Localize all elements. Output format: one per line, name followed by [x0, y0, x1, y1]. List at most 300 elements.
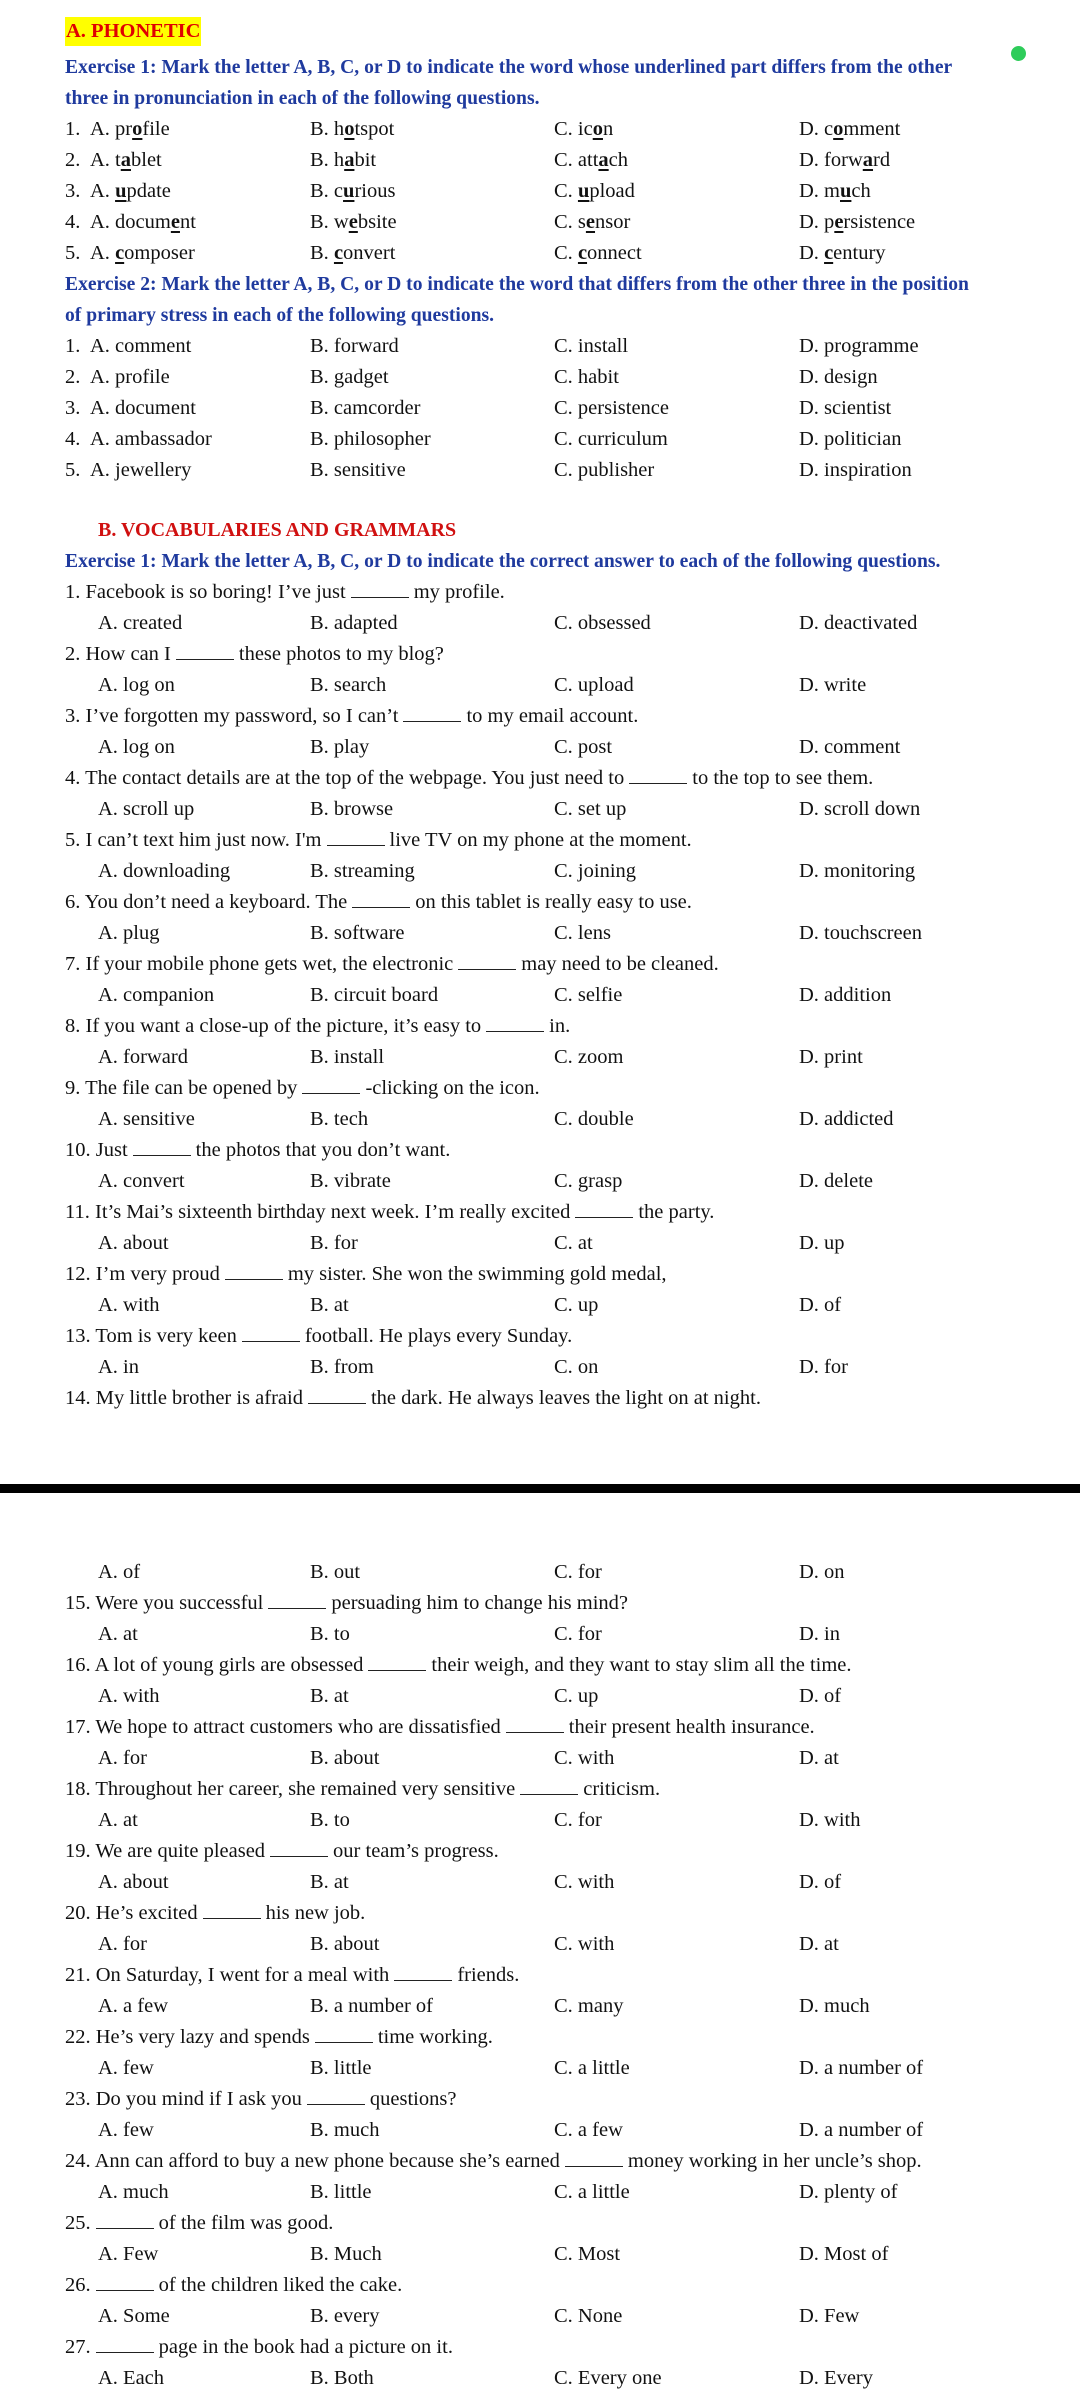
option-row: [0, 2301, 1080, 2332]
answer-option-d[interactable]: D. touchscreen: [799, 922, 922, 944]
answer-option-d[interactable]: D. politician: [799, 428, 902, 450]
option-row: [0, 732, 1080, 763]
answer-blank: [368, 1650, 426, 1671]
question-text: 2. How can I: [65, 643, 171, 665]
answer-option-c[interactable]: C. obsessed: [554, 612, 651, 634]
answer-option-b[interactable]: B. from: [310, 1356, 374, 1378]
answer-option-b[interactable]: B. camcorder: [310, 397, 421, 419]
underlined-letter: o: [344, 118, 355, 140]
underlined-letter: c: [333, 242, 344, 264]
option-row: [0, 2177, 1080, 2208]
question-text: their weigh, and they want to stay slim all the time.: [431, 1654, 852, 1676]
answer-option-b[interactable]: B. at: [310, 1685, 349, 1707]
answer-option-b[interactable]: B. tech: [310, 1108, 369, 1130]
answer-option-b[interactable]: B. about: [310, 1747, 380, 1769]
underlined-letter: e: [834, 211, 844, 233]
answer-option-b[interactable]: B. play: [310, 736, 370, 758]
answer-blank: [327, 825, 385, 846]
answer-option-d[interactable]: D. at: [799, 1933, 839, 1955]
option-row: [0, 1991, 1080, 2022]
underlined-letter: a: [598, 149, 609, 171]
question-stem: [0, 2146, 1080, 2177]
answer-option-a[interactable]: A. much: [98, 2181, 169, 2203]
answer-option-d[interactable]: D. at: [799, 1747, 839, 1769]
answer-option-c[interactable]: C. None: [554, 2305, 623, 2327]
answer-option-a[interactable]: A. jewellery: [90, 459, 192, 481]
underlined-letter: u: [115, 180, 127, 202]
answer-option-c[interactable]: C. with: [554, 1747, 615, 1769]
question-stem: [0, 1898, 1080, 1929]
question-stem: [0, 1836, 1080, 1867]
question-stem: [0, 887, 1080, 918]
answer-option-b[interactable]: B. much: [310, 2119, 380, 2141]
answer-option-c[interactable]: C. habit: [554, 366, 619, 388]
option-row: [0, 2363, 1080, 2394]
question-text: 1. Facebook is so boring! I’ve just: [65, 581, 346, 603]
answer-option-d[interactable]: D. print: [799, 1046, 863, 1068]
question-text: may need to be cleaned.: [521, 953, 719, 975]
answer-option-a[interactable]: A. composer: [90, 242, 195, 264]
answer-option-d[interactable]: D. much: [799, 180, 871, 202]
answer-option-c[interactable]: C. publisher: [554, 459, 655, 481]
part-a-phonetic: [0, 16, 1080, 486]
answer-option-d[interactable]: D. plenty of: [799, 2181, 898, 2203]
question-stem: [0, 1197, 1080, 1228]
answer-option-b[interactable]: B. software: [310, 922, 405, 944]
answer-option-d[interactable]: D. persistence: [799, 211, 916, 233]
question-stem: [0, 1960, 1080, 1991]
option-row: [0, 362, 1080, 393]
answer-option-d[interactable]: D. a number of: [799, 2057, 924, 2079]
answer-option-a[interactable]: A. few: [98, 2119, 154, 2141]
option-row: [0, 608, 1080, 639]
option-row: [0, 393, 1080, 424]
option-row: [0, 1681, 1080, 1712]
answer-blank: [242, 1321, 300, 1342]
answer-option-a[interactable]: A. Each: [98, 2367, 165, 2389]
part-b-page1: [0, 515, 1080, 1414]
question-stem: [0, 1712, 1080, 1743]
answer-option-c[interactable]: C. persistence: [554, 397, 669, 419]
answer-option-b[interactable]: B. circuit board: [310, 984, 439, 1006]
answer-option-d[interactable]: D. programme: [799, 335, 919, 357]
exercise-heading: three in pronunciation in each of the following questions.: [65, 88, 540, 109]
answer-option-b[interactable]: B. convert: [310, 242, 396, 264]
option-row: [0, 1743, 1080, 1774]
option-row: [0, 1805, 1080, 1836]
answer-option-b[interactable]: B. forward: [310, 335, 399, 357]
answer-option-d[interactable]: D. scientist: [799, 397, 892, 419]
answer-option-a[interactable]: A. convert: [98, 1170, 185, 1192]
question-text: live TV on my phone at the moment.: [389, 829, 692, 851]
answer-option-c[interactable]: C. on: [554, 1356, 599, 1378]
question-number: 5.: [65, 459, 81, 481]
question-text: 23. Do you mind if I ask you: [65, 2088, 302, 2110]
answer-option-b[interactable]: B. search: [310, 674, 387, 696]
answer-option-c[interactable]: C. for: [554, 1561, 602, 1583]
answer-option-d[interactable]: D. forward: [799, 149, 891, 171]
exercise-heading: Exercise 2: Mark the letter A, B, C, or D to indicate the word that differs from the other three in the position: [65, 274, 969, 295]
question-number: 3.: [65, 180, 81, 202]
question-text: 10. Just: [65, 1139, 128, 1161]
question-stem: [0, 1259, 1080, 1290]
question-text: my profile.: [413, 581, 505, 603]
question-text: our team’s progress.: [333, 1840, 499, 1862]
underlined-letter: u: [343, 180, 355, 202]
answer-option-c[interactable]: C. double: [554, 1108, 634, 1130]
question-stem: [0, 1774, 1080, 1805]
answer-option-c[interactable]: C. for: [554, 1623, 602, 1645]
answer-option-d[interactable]: D. deactivated: [799, 612, 918, 634]
question-number: 5.: [65, 242, 81, 264]
answer-blank: [270, 1836, 328, 1857]
section-title: B. VOCABULARIES AND GRAMMARS: [98, 519, 457, 541]
answer-option-c[interactable]: C. a little: [554, 2057, 630, 2079]
answer-option-a[interactable]: A. Some: [98, 2305, 170, 2327]
option-row: [0, 145, 1080, 176]
option-row: [0, 2239, 1080, 2270]
question-stem: [0, 2332, 1080, 2363]
answer-option-c[interactable]: C. post: [554, 736, 613, 758]
answer-option-b[interactable]: B. a number of: [310, 1995, 433, 2017]
option-row: [0, 2053, 1080, 2084]
option-row: [0, 1929, 1080, 1960]
answer-blank: [394, 1960, 452, 1981]
answer-option-a[interactable]: A. document: [90, 211, 196, 233]
answer-option-d[interactable]: D. of: [799, 1685, 842, 1707]
question-text: 27.: [65, 2336, 91, 2358]
answer-blank: [96, 2208, 154, 2229]
answer-option-d[interactable]: D. inspiration: [799, 459, 912, 481]
answer-option-a[interactable]: A. of: [98, 1561, 141, 1583]
option-row: [0, 1104, 1080, 1135]
answer-option-a[interactable]: A. log on: [98, 674, 175, 696]
answer-option-c[interactable]: C. joining: [554, 860, 637, 882]
answer-option-d[interactable]: D. of: [799, 1871, 842, 1893]
answer-option-a[interactable]: A. log on: [98, 736, 175, 758]
question-text: 21. On Saturday, I went for a meal with: [65, 1964, 390, 1986]
answer-option-d[interactable]: D. with: [799, 1809, 861, 1831]
option-row: [0, 856, 1080, 887]
answer-option-b[interactable]: B. to: [310, 1809, 350, 1831]
answer-option-d[interactable]: D. Every: [799, 2367, 874, 2389]
question-number: 1.: [65, 118, 81, 140]
answer-option-d[interactable]: D. in: [799, 1623, 840, 1645]
question-text: 20. He’s excited: [65, 1902, 198, 1924]
question-text: football. He plays every Sunday.: [304, 1325, 573, 1347]
answer-option-c[interactable]: C. up: [554, 1685, 599, 1707]
answer-option-d[interactable]: D. of: [799, 1294, 842, 1316]
answer-option-b[interactable]: B. at: [310, 1871, 349, 1893]
option-row: [0, 424, 1080, 455]
answer-option-c[interactable]: C. sensor: [554, 211, 631, 233]
question-text: 8. If you want a close-up of the picture, it’s easy to: [65, 1015, 482, 1037]
exercise2-rows: [0, 331, 1080, 486]
answer-option-c[interactable]: C. lens: [554, 922, 611, 944]
question-stem: [0, 577, 1080, 608]
option-row: [0, 331, 1080, 362]
question-text: 5. I can’t text him just now. I'm: [65, 829, 322, 851]
answer-option-b[interactable]: B. every: [310, 2305, 380, 2327]
answer-option-d[interactable]: D. a number of: [799, 2119, 924, 2141]
answer-blank: [458, 949, 516, 970]
question-text: 12. I’m very proud: [65, 1263, 220, 1285]
answer-blank: [520, 1774, 578, 1795]
answer-blank: [96, 2270, 154, 2291]
question-text: criticism.: [583, 1778, 661, 1800]
answer-option-a[interactable]: A. scroll up: [98, 798, 195, 820]
answer-option-c[interactable]: C. with: [554, 1933, 615, 1955]
answer-option-b[interactable]: B. for: [310, 1232, 358, 1254]
answer-option-c[interactable]: C. icon: [554, 118, 614, 140]
answer-option-a[interactable]: A. created: [98, 612, 183, 634]
question-stem: [0, 639, 1080, 670]
question-stem: [0, 1135, 1080, 1166]
answer-option-c[interactable]: C. a little: [554, 2181, 630, 2203]
answer-option-a[interactable]: A. profile: [90, 118, 170, 140]
answer-option-a[interactable]: A. ambassador: [90, 428, 212, 450]
underlined-letter: c: [577, 242, 588, 264]
question-text: -clicking on the icon.: [365, 1077, 540, 1099]
answer-option-b[interactable]: B. website: [310, 211, 397, 233]
question-text: 19. We are quite pleased: [65, 1840, 266, 1862]
answer-option-d[interactable]: D. write: [799, 674, 867, 696]
answer-option-b[interactable]: B. to: [310, 1623, 350, 1645]
question-stem: [0, 1073, 1080, 1104]
answer-option-c[interactable]: C. for: [554, 1809, 602, 1831]
underlined-letter: c: [824, 242, 834, 264]
answer-option-d[interactable]: D. on: [799, 1561, 845, 1583]
exercise1-rows: [0, 114, 1080, 269]
answer-option-b[interactable]: B. Both: [310, 2367, 374, 2389]
question-text: the dark. He always leaves the light on at night.: [370, 1387, 761, 1409]
answer-option-d[interactable]: D. up: [799, 1232, 845, 1254]
exercise-heading: Exercise 1: Mark the letter A, B, C, or D to indicate the word whose underlined part differs from the other: [65, 57, 953, 78]
question-text: the photos that you don’t want.: [195, 1139, 451, 1161]
answer-blank: [352, 887, 410, 908]
answer-option-a[interactable]: A. with: [98, 1294, 160, 1316]
option-row: [0, 1867, 1080, 1898]
question-text: 25.: [65, 2212, 91, 2234]
question-text: 6. You don’t need a keyboard. The: [65, 891, 348, 913]
answer-option-a[interactable]: A. about: [98, 1871, 169, 1893]
question-number: 1.: [65, 335, 81, 357]
answer-option-b[interactable]: B. hotspot: [310, 118, 395, 140]
underlined-letter: a: [344, 149, 355, 171]
answer-option-d[interactable]: D. delete: [799, 1170, 873, 1192]
answer-blank: [575, 1197, 633, 1218]
answer-option-a[interactable]: A. in: [98, 1356, 139, 1378]
answer-option-c[interactable]: C. many: [554, 1995, 624, 2017]
answer-blank: [629, 763, 687, 784]
answer-option-a[interactable]: A. forward: [98, 1046, 188, 1068]
answer-option-b[interactable]: B. habit: [310, 149, 377, 171]
question-stem: [0, 701, 1080, 732]
question-text: the party.: [638, 1201, 715, 1223]
option-row: [0, 176, 1080, 207]
answer-option-a[interactable]: A. downloading: [98, 860, 231, 882]
question-text: 16. A lot of young girls are obsessed: [65, 1654, 364, 1676]
answer-option-b[interactable]: B. out: [310, 1561, 361, 1583]
section-title: A. PHONETIC: [65, 17, 201, 46]
answer-blank: [302, 1073, 360, 1094]
answer-option-d[interactable]: D. Most of: [799, 2243, 889, 2265]
answer-option-d[interactable]: D. comment: [799, 736, 901, 758]
answer-option-a[interactable]: A. few: [98, 2057, 154, 2079]
answer-option-c[interactable]: C. upload: [554, 180, 635, 202]
question-text: 17. We hope to attract customers who are dissatisfied: [65, 1716, 501, 1738]
question-text: 14. My little brother is afraid: [65, 1387, 303, 1409]
answer-option-c[interactable]: C. connect: [554, 242, 642, 264]
answer-option-a[interactable]: A. at: [98, 1809, 138, 1831]
question-stem: [0, 2270, 1080, 2301]
answer-option-b[interactable]: B. install: [310, 1046, 385, 1068]
question-text: to the top to see them.: [692, 767, 874, 789]
answer-blank: [403, 701, 461, 722]
answer-option-d[interactable]: D. design: [799, 366, 878, 388]
answer-option-a[interactable]: A. document: [90, 397, 196, 419]
option-row: [0, 980, 1080, 1011]
answer-blank: [307, 2084, 365, 2105]
underlined-letter: o: [592, 118, 603, 140]
question-stem: [0, 1321, 1080, 1352]
answer-option-a[interactable]: A. a few: [98, 1995, 169, 2017]
answer-option-b[interactable]: B. curious: [310, 180, 396, 202]
answer-blank: [133, 1135, 191, 1156]
question-text: 7. If your mobile phone gets wet, the electronic: [65, 953, 454, 975]
answer-option-b[interactable]: B. Much: [310, 2243, 382, 2265]
underlined-letter: u: [577, 180, 590, 202]
answer-option-d[interactable]: D. monitoring: [799, 860, 916, 882]
option-row: [0, 1042, 1080, 1073]
underlined-letter: e: [170, 211, 180, 233]
answer-option-c[interactable]: C. set up: [554, 798, 627, 820]
option-row: [0, 1352, 1080, 1383]
answer-option-c[interactable]: C. upload: [554, 674, 634, 696]
answer-option-a[interactable]: A. about: [98, 1232, 169, 1254]
question-text: 13. Tom is very keen: [65, 1325, 237, 1347]
question-text: their present health insurance.: [568, 1716, 815, 1738]
answer-option-a[interactable]: A. with: [98, 1685, 160, 1707]
answer-blank: [268, 1588, 326, 1609]
underlined-letter: e: [585, 211, 596, 233]
answer-option-a[interactable]: A. companion: [98, 984, 215, 1006]
question-text: 22. He’s very lazy and spends: [65, 2026, 310, 2048]
answer-option-b[interactable]: B. streaming: [310, 860, 415, 882]
question-number: 2.: [65, 149, 81, 171]
underlined-letter: o: [833, 118, 844, 140]
answer-option-a[interactable]: A. for: [98, 1747, 147, 1769]
answer-option-d[interactable]: D. addition: [799, 984, 892, 1006]
answer-option-b[interactable]: B. little: [310, 2057, 372, 2079]
option-row: [0, 1228, 1080, 1259]
answer-option-a[interactable]: A. profile: [90, 366, 170, 388]
answer-option-d[interactable]: D. scroll down: [799, 798, 921, 820]
answer-option-a[interactable]: A. for: [98, 1933, 147, 1955]
answer-blank: [308, 1383, 366, 1404]
part-b-page2: [0, 1557, 1080, 2394]
question-text: 4. The contact details are at the top of the webpage. You just need to: [65, 767, 625, 789]
question-stem: [0, 949, 1080, 980]
answer-option-b[interactable]: B. philosopher: [310, 428, 431, 450]
question-stem: [0, 1011, 1080, 1042]
option-row: [0, 455, 1080, 486]
question-text: 15. Were you successful: [65, 1592, 264, 1614]
underlined-letter: e: [348, 211, 358, 233]
answer-option-c[interactable]: C. Most: [554, 2243, 621, 2265]
answer-option-b[interactable]: B. sensitive: [310, 459, 406, 481]
answer-option-a[interactable]: A. comment: [90, 335, 192, 357]
answer-option-a[interactable]: A. plug: [98, 922, 160, 944]
answer-option-b[interactable]: B. vibrate: [310, 1170, 391, 1192]
answer-option-c[interactable]: C. at: [554, 1232, 593, 1254]
answer-option-d[interactable]: D. addicted: [799, 1108, 894, 1130]
answer-option-b[interactable]: B. gadget: [310, 366, 389, 388]
question-text: on this tablet is really easy to use.: [415, 891, 692, 913]
answer-option-b[interactable]: B. about: [310, 1933, 380, 1955]
question-stem: [0, 2022, 1080, 2053]
question-text: these photos to my blog?: [238, 643, 444, 665]
question-text: his new job.: [265, 1902, 366, 1924]
option-row: [0, 918, 1080, 949]
answer-option-a[interactable]: A. tablet: [90, 149, 162, 171]
question-stem: [0, 1650, 1080, 1681]
option-row: [0, 1557, 1080, 1588]
answer-option-c[interactable]: C. selfie: [554, 984, 623, 1006]
option-row: [0, 114, 1080, 145]
option-row: [0, 207, 1080, 238]
answer-option-a[interactable]: A. Few: [98, 2243, 159, 2265]
question-number: 4.: [65, 211, 81, 233]
answer-option-c[interactable]: C. install: [554, 335, 629, 357]
answer-option-c[interactable]: C. Every one: [554, 2367, 662, 2389]
answer-option-c[interactable]: C. with: [554, 1871, 615, 1893]
answer-option-a[interactable]: A. at: [98, 1623, 138, 1645]
answer-option-d[interactable]: D. for: [799, 1356, 848, 1378]
question-text: in.: [549, 1015, 571, 1037]
question-number: 2.: [65, 366, 81, 388]
answer-blank: [351, 577, 409, 598]
question-text: 9. The file can be opened by: [65, 1077, 298, 1099]
answer-option-d[interactable]: D. Few: [799, 2305, 860, 2327]
question-text: of the film was good.: [158, 2212, 334, 2234]
answer-option-b[interactable]: B. browse: [310, 798, 394, 820]
question-number: 4.: [65, 428, 81, 450]
answer-option-d[interactable]: D. comment: [799, 118, 901, 140]
page-break-divider: [0, 1484, 1080, 1493]
answer-option-c[interactable]: C. a few: [554, 2119, 623, 2141]
answer-option-c[interactable]: C. curriculum: [554, 428, 668, 450]
question-text: money working in her uncle’s shop.: [627, 2150, 922, 2172]
answer-option-d[interactable]: D. much: [799, 1995, 870, 2017]
answer-option-d[interactable]: D. century: [799, 242, 886, 264]
answer-option-c[interactable]: C. zoom: [554, 1046, 624, 1068]
answer-option-a[interactable]: A. update: [90, 180, 171, 202]
answer-option-c[interactable]: C. grasp: [554, 1170, 623, 1192]
answer-option-b[interactable]: B. adapted: [310, 612, 398, 634]
answer-option-c[interactable]: C. up: [554, 1294, 599, 1316]
answer-blank: [96, 2332, 154, 2353]
option-row: [0, 670, 1080, 701]
question-number: 3.: [65, 397, 81, 419]
answer-option-c[interactable]: C. attach: [554, 149, 629, 171]
question-text: 11. It’s Mai’s sixteenth birthday next week. I’m really excited: [65, 1201, 571, 1223]
answer-option-b[interactable]: B. at: [310, 1294, 349, 1316]
exercise-heading: of primary stress in each of the following questions.: [65, 305, 495, 326]
underlined-letter: o: [132, 118, 143, 140]
answer-option-a[interactable]: A. sensitive: [98, 1108, 195, 1130]
answer-option-b[interactable]: B. little: [310, 2181, 372, 2203]
